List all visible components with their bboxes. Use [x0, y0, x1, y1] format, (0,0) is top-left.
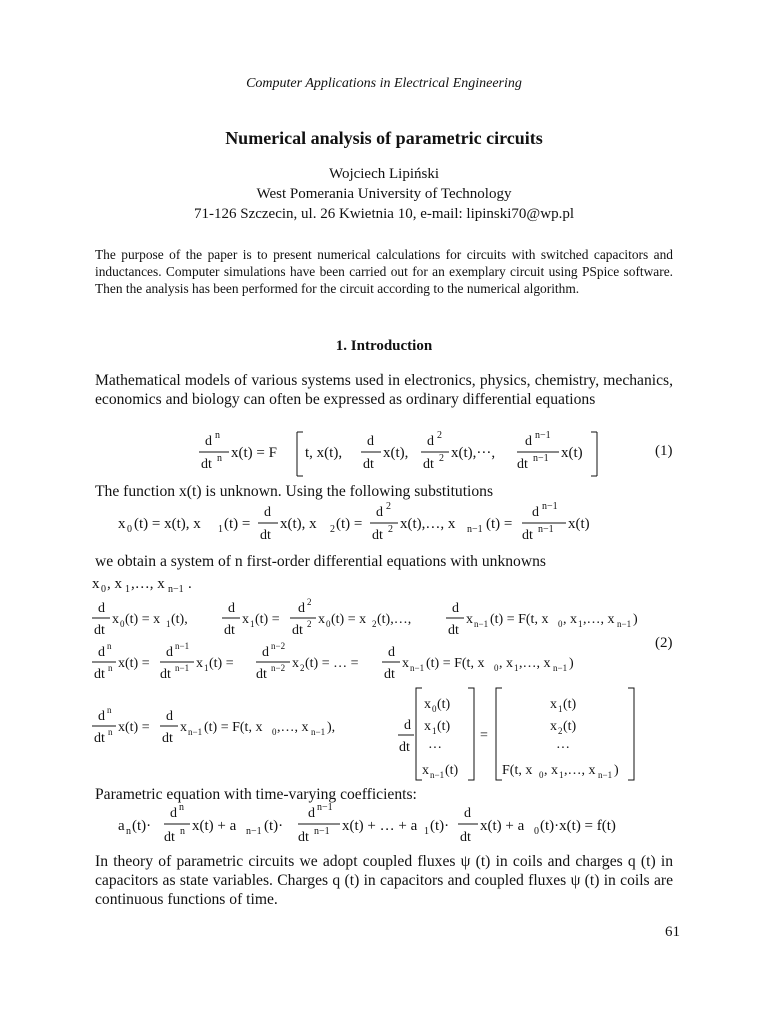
svg-text:(t)·: (t)· — [132, 818, 152, 834]
svg-text:(t) = F(t, x: (t) = F(t, x — [426, 656, 485, 671]
paragraph-5: In theory of parametric circuits we adopt coupled fluxes ψ (t) in coils and charges q (t) in capacitors as state variables. Charges q (t) in capacitors and coupled fluxes ψ (t) in coils are continuous functions of time. — [95, 853, 673, 908]
svg-text:1: 1 — [204, 663, 209, 673]
svg-text:n−1: n−1 — [317, 802, 333, 813]
svg-text:dt: dt — [399, 740, 410, 755]
svg-text:d: d — [228, 601, 235, 616]
svg-text:(t) =: (t) = — [336, 516, 363, 532]
svg-text:x(t),: x(t), — [383, 445, 409, 461]
svg-text:dt: dt — [260, 528, 271, 543]
abstract: The purpose of the paper is to present numerical calculations for circuits with switched capacitors and inductances. Computer simulations have been carried out for an exemplary circuit using PSpice software. Then the analysis has been performed for the circuit according to the numerical algorithm. — [95, 247, 673, 296]
svg-text:d: d — [388, 645, 395, 660]
svg-text:0: 0 — [558, 619, 563, 629]
svg-text:1: 1 — [432, 726, 437, 736]
svg-text:),: ), — [327, 720, 336, 735]
svg-text:n−1: n−1 — [474, 619, 489, 629]
svg-text:x(t),…, x: x(t),…, x — [400, 516, 456, 532]
svg-text:n−2: n−2 — [271, 641, 286, 651]
svg-text:n−1: n−1 — [533, 453, 549, 464]
svg-text:2: 2 — [300, 663, 305, 673]
svg-text:d: d — [525, 434, 532, 449]
svg-text:n: n — [215, 430, 220, 441]
page-number: 61 — [665, 924, 680, 940]
svg-text:d: d — [166, 709, 173, 724]
svg-text:n: n — [126, 826, 131, 837]
author-affiliation: West Pomerania University of Technology — [256, 186, 512, 202]
svg-text:(t) = x: (t) = x — [125, 612, 161, 627]
section-heading: 1. Introduction — [335, 338, 433, 354]
svg-text:.: . — [188, 576, 192, 592]
svg-text:n: n — [179, 802, 184, 813]
svg-text:2: 2 — [388, 524, 393, 535]
svg-text:dt: dt — [94, 667, 105, 682]
paragraph-4: Parametric equation with time-varying coefficients: — [95, 786, 417, 803]
svg-text:x: x — [112, 612, 119, 627]
svg-text:n−1: n−1 — [553, 663, 568, 673]
svg-text:dt: dt — [162, 731, 173, 746]
svg-text:0: 0 — [534, 826, 539, 837]
svg-text:···: ··· — [428, 741, 442, 756]
svg-text:dt: dt — [94, 623, 105, 638]
svg-text:x(t) = F: x(t) = F — [231, 445, 277, 461]
svg-text:1: 1 — [250, 619, 255, 629]
svg-text:0: 0 — [539, 770, 544, 780]
svg-text:1: 1 — [514, 663, 519, 673]
svg-text:n−1: n−1 — [467, 524, 483, 535]
svg-text:2: 2 — [558, 726, 563, 736]
svg-text:2: 2 — [307, 597, 312, 607]
svg-text:t, x(t),: t, x(t), — [305, 445, 343, 461]
svg-text:···: ··· — [556, 741, 570, 756]
svg-text:n−1: n−1 — [168, 584, 184, 594]
svg-text:(t) = … =: (t) = … = — [305, 656, 359, 671]
journal-header: Computer Applications in Electrical Engineering — [246, 76, 522, 91]
svg-text:dt: dt — [522, 528, 533, 543]
svg-text:d: d — [308, 806, 315, 821]
svg-text:d: d — [98, 601, 105, 616]
paragraph-1: Mathematical models of various systems used in electronics, physics, chemistry, mechanics, economics and biology can often be expressed as ordinary differential equations — [95, 372, 673, 408]
svg-text:n: n — [108, 663, 113, 673]
paragraph-2: The function x(t) is unknown. Using the following substitutions — [95, 483, 494, 500]
svg-text:0: 0 — [127, 524, 132, 535]
svg-text:dt: dt — [298, 830, 309, 845]
svg-text:,…, x: ,…, x — [583, 612, 615, 627]
equation-2 — [92, 596, 662, 786]
equation-number-2: (2) — [655, 635, 673, 651]
svg-text:a: a — [118, 818, 125, 834]
svg-text:d: d — [166, 645, 173, 660]
svg-text:(t): (t) — [437, 719, 451, 734]
svg-text:d: d — [367, 434, 374, 449]
svg-text:): ) — [614, 763, 619, 778]
svg-text:x: x — [424, 697, 431, 712]
svg-text:1: 1 — [558, 704, 563, 714]
svg-text:n−1: n−1 — [598, 770, 613, 780]
svg-text:1: 1 — [424, 826, 429, 837]
svg-text:(t)·: (t)· — [264, 818, 284, 834]
svg-text:d: d — [427, 434, 434, 449]
svg-text:dt: dt — [256, 667, 267, 682]
svg-text:dt: dt — [292, 623, 303, 638]
svg-text:dt: dt — [384, 667, 395, 682]
svg-text:(t) = F(t, x: (t) = F(t, x — [204, 720, 263, 735]
svg-text:2: 2 — [307, 619, 312, 629]
svg-text:dt: dt — [372, 528, 383, 543]
svg-text:,…, x: ,…, x — [564, 763, 596, 778]
svg-text:,…, x: ,…, x — [519, 656, 551, 671]
svg-text:2: 2 — [437, 430, 442, 441]
svg-text:d: d — [464, 806, 471, 821]
svg-text:dt: dt — [363, 457, 374, 472]
svg-text:x(t) =: x(t) = — [118, 720, 150, 735]
svg-text:x(t),···,: x(t),···, — [451, 445, 496, 461]
svg-text:n−1: n−1 — [410, 663, 425, 673]
svg-text:0: 0 — [272, 727, 277, 737]
svg-text:dt: dt — [423, 457, 434, 472]
svg-text:(t) = x(t), x: (t) = x(t), x — [134, 516, 201, 532]
substitution-equations — [118, 500, 658, 550]
svg-text:d: d — [98, 709, 105, 724]
svg-text:1: 1 — [218, 524, 223, 535]
svg-text:x(t), x: x(t), x — [280, 516, 317, 532]
svg-text:n−1: n−1 — [246, 826, 262, 837]
svg-text:d: d — [376, 505, 383, 520]
equation-number-1: (1) — [655, 443, 673, 459]
svg-text:n−1: n−1 — [617, 619, 632, 629]
svg-text:dt: dt — [164, 830, 175, 845]
svg-text:, x: , x — [107, 576, 122, 592]
svg-text:x: x — [402, 656, 409, 671]
svg-text:, x: , x — [563, 612, 577, 627]
svg-text:n−1: n−1 — [314, 826, 330, 837]
svg-text:=: = — [480, 728, 488, 743]
svg-text:x: x — [466, 612, 473, 627]
svg-text:): ) — [569, 656, 574, 671]
svg-text:n−1: n−1 — [535, 430, 551, 441]
svg-text:n−2: n−2 — [271, 663, 286, 673]
svg-text:0: 0 — [326, 619, 331, 629]
svg-text:(t) = F(t, x: (t) = F(t, x — [490, 612, 549, 627]
svg-text:(t)·: (t)· — [430, 818, 450, 834]
svg-text:1: 1 — [166, 619, 171, 629]
svg-text:(t) =: (t) = — [209, 656, 234, 671]
svg-text:(t): (t) — [563, 719, 577, 734]
svg-text:0: 0 — [101, 584, 106, 594]
equation-1 — [195, 428, 685, 480]
svg-text:d: d — [205, 434, 212, 449]
parametric-equation — [118, 802, 658, 848]
svg-text:x: x — [318, 612, 325, 627]
author-address: 71-126 Szczecin, ul. 26 Kwietnia 10, e-mail: lipinski70@wp.pl — [194, 206, 574, 222]
svg-text:n−1: n−1 — [430, 770, 445, 780]
svg-text:0: 0 — [120, 619, 125, 629]
svg-text:x(t) =: x(t) = — [118, 656, 150, 671]
svg-text:n: n — [107, 705, 112, 715]
svg-text:x: x — [92, 576, 100, 592]
svg-text:dt: dt — [94, 731, 105, 746]
svg-text:2: 2 — [330, 524, 335, 535]
svg-text:,…, x: ,…, x — [131, 576, 165, 592]
svg-text:d: d — [532, 505, 539, 520]
svg-text:2: 2 — [372, 619, 377, 629]
svg-text:d: d — [98, 645, 105, 660]
svg-text:x: x — [180, 720, 187, 735]
svg-text:dt: dt — [201, 457, 212, 472]
svg-text:x(t) + a: x(t) + a — [192, 818, 237, 834]
svg-text:dt: dt — [448, 623, 459, 638]
svg-text:(t),…,: (t),…, — [377, 612, 412, 627]
author-block — [0, 164, 768, 224]
svg-text:,…, x: ,…, x — [277, 720, 309, 735]
svg-text:(t) = x: (t) = x — [331, 612, 367, 627]
svg-text:): ) — [633, 612, 638, 627]
svg-text:1: 1 — [125, 584, 130, 594]
svg-text:n: n — [180, 826, 185, 837]
svg-text:n: n — [108, 727, 113, 737]
svg-text:0: 0 — [494, 663, 499, 673]
svg-text:x: x — [550, 719, 557, 734]
svg-text:(t) =: (t) = — [486, 516, 513, 532]
svg-text:x: x — [196, 656, 203, 671]
svg-text:2: 2 — [439, 453, 444, 464]
svg-text:x: x — [292, 656, 299, 671]
svg-text:x(t) + a: x(t) + a — [480, 818, 525, 834]
paper-title: Numerical analysis of parametric circuits — [225, 128, 543, 148]
svg-text:dt: dt — [517, 457, 528, 472]
svg-text:d: d — [298, 601, 305, 616]
svg-text:n−1: n−1 — [175, 663, 190, 673]
svg-text:n−1: n−1 — [538, 524, 554, 535]
svg-text:d: d — [452, 601, 459, 616]
svg-text:x: x — [242, 612, 249, 627]
svg-text:1: 1 — [578, 619, 583, 629]
svg-text:d: d — [170, 806, 177, 821]
svg-text:x: x — [550, 697, 557, 712]
svg-text:n−1: n−1 — [175, 641, 190, 651]
svg-text:, x: , x — [544, 763, 558, 778]
svg-text:n−1: n−1 — [542, 501, 558, 512]
svg-text:n−1: n−1 — [311, 727, 326, 737]
svg-text:d: d — [262, 645, 269, 660]
svg-text:x: x — [424, 719, 431, 734]
svg-text:d: d — [404, 718, 411, 733]
svg-text:(t): (t) — [563, 697, 577, 712]
svg-text:dt: dt — [460, 830, 471, 845]
svg-text:(t)·x(t) = f(t): (t)·x(t) = f(t) — [540, 818, 616, 834]
svg-text:n−1: n−1 — [188, 727, 203, 737]
svg-text:2: 2 — [386, 501, 391, 512]
svg-text:n: n — [217, 453, 222, 464]
svg-text:1: 1 — [559, 770, 564, 780]
svg-text:d: d — [264, 505, 271, 520]
svg-text:dt: dt — [224, 623, 235, 638]
svg-text:(t): (t) — [445, 763, 459, 778]
svg-text:x(t): x(t) — [561, 445, 583, 461]
svg-text:x: x — [422, 763, 429, 778]
svg-text:x(t): x(t) — [568, 516, 590, 532]
paragraph-3: we obtain a system of n first-order differential equations with unknowns — [95, 553, 546, 570]
svg-text:x(t) + … + a: x(t) + … + a — [342, 818, 418, 834]
svg-text:dt: dt — [160, 667, 171, 682]
svg-text:(t) =: (t) = — [255, 612, 280, 627]
svg-text:(t) =: (t) = — [224, 516, 251, 532]
unknowns-list — [92, 572, 252, 594]
svg-text:, x: , x — [499, 656, 513, 671]
author-name: Wojciech Lipiński — [328, 166, 440, 182]
svg-text:F(t, x: F(t, x — [502, 763, 533, 778]
svg-text:x: x — [118, 516, 126, 532]
svg-text:(t): (t) — [437, 697, 451, 712]
svg-text:(t),: (t), — [171, 612, 188, 627]
svg-text:n: n — [107, 641, 112, 651]
svg-text:0: 0 — [432, 704, 437, 714]
